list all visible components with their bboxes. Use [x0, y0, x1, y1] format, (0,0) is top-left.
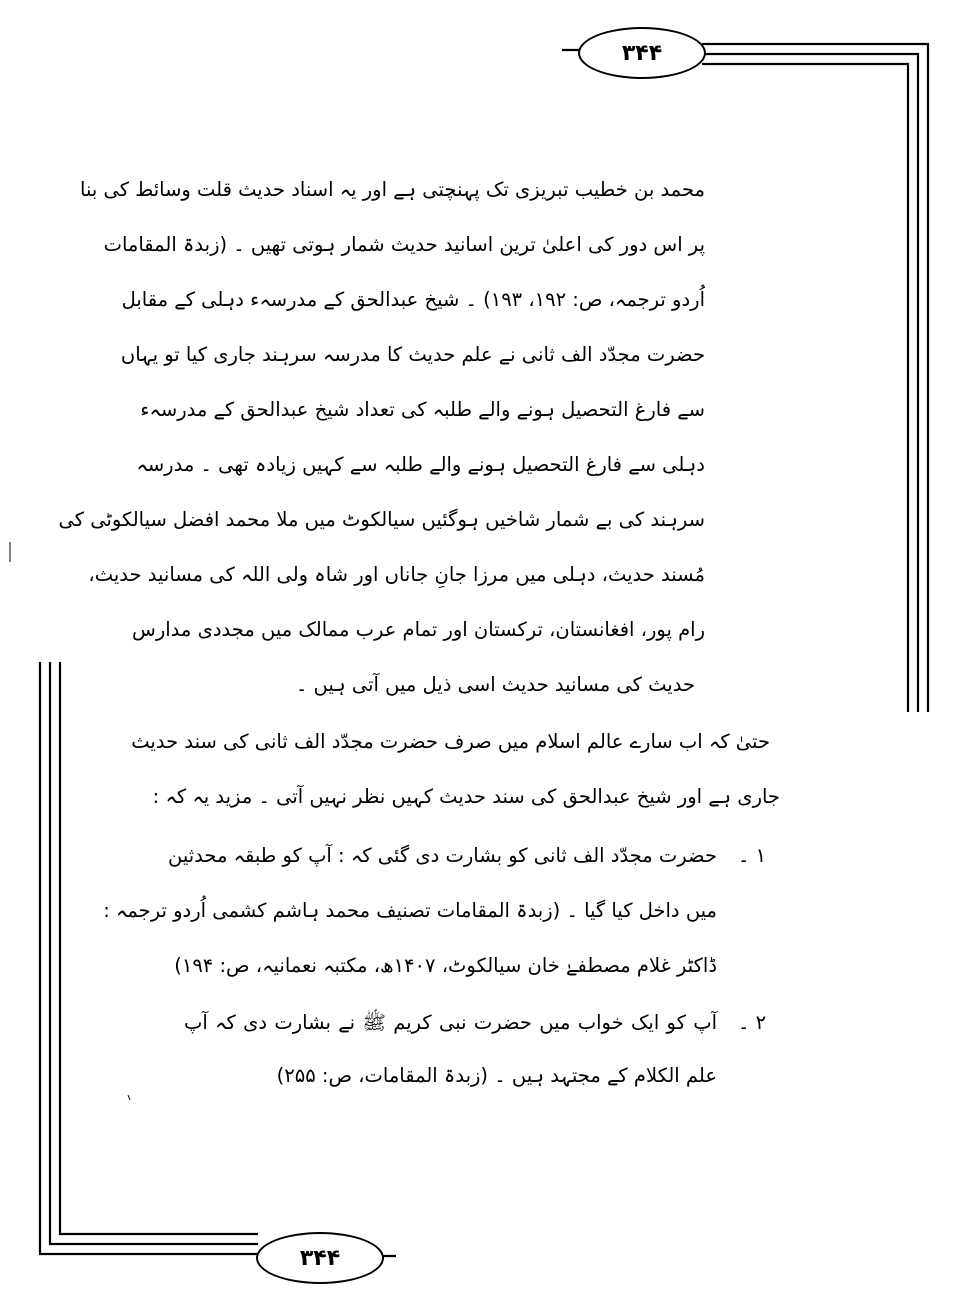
text-line: پر اس دور کی اعلیٰ ترین اسانید حدیث شمار ہوتی تھیں ۔ (زبدۃ المقامات	[103, 233, 705, 256]
text-line: رام پور، افغانستان، ترکستان اور تمام عرب ممالک میں مجددی مدارس	[132, 618, 705, 641]
text-line: جاری ہے اور شیخ عبدالحق کی سند حدیث کہیں نظر نہیں آتی ۔ مزید یہ کہ :	[152, 785, 780, 808]
text-line: سرہند کی بے شمار شاخیں ہوگئیں سیالکوٹ میں ملا محمد افضل سیالکوٹی کی	[58, 508, 705, 531]
text-line: آپ کو ایک خواب میں حضرت نبی کریم ﷺ نے بشارت دی کہ آپ	[184, 1011, 717, 1034]
page-number-top: ۳۴۴	[578, 27, 706, 79]
page-number-bottom: ۳۴۴	[256, 1232, 384, 1284]
text-line: محمد بن خطیب تبریزی تک پہنچتی ہے اور یہ اسناد حدیث قلت وسائط کی بنا	[80, 178, 705, 201]
text-line: سے فارغ التحصیل ہونے والے طلبہ کی تعداد شیخ عبدالحق کے مدرسہء	[140, 398, 705, 421]
text-line: مُسند حدیث، دہلی میں مرزا جانِ جاناں اور شاہ ولی اللہ کی مسانید حدیث،	[88, 563, 705, 586]
text-line: حضرت مجدّد الف ثانی نے علم حدیث کا مدرسہ سرہند جاری کیا تو یہاں	[120, 343, 705, 366]
text-line: حضرت مجدّد الف ثانی کو بشارت دی گئی کہ : آپ کو طبقہ محدثین	[168, 844, 717, 867]
text-line: ڈاکٹر غلام مصطفےٰ خان سیالکوٹ، ۱۴۰۷ھ، مکتبہ نعمانیہ، ص: ۱۹۴)	[174, 954, 717, 977]
list-item-number: ۱ ۔	[738, 844, 767, 867]
text-line: حدیث کی مسانید حدیث اسی ذیل میں آتی ہیں ۔	[295, 673, 695, 696]
text-line: علم الکلام کے مجتہد ہیں ۔ (زبدۃ المقامات، ص: ۲۵۵)	[276, 1064, 717, 1087]
text-line: دہلی سے فارغ التحصیل ہونے والے طلبہ سے کہیں زیادہ تھی ۔ مدرسہ	[136, 453, 705, 476]
list-item-number: ۲ ۔	[738, 1011, 767, 1034]
text-line: حتیٰ کہ اب سارے عالم اسلام میں صرف حضرت مجدّد الف ثانی کی سند حدیث	[131, 730, 770, 753]
text-line: میں داخل کیا گیا ۔ (زبدۃ المقامات تصنیف محمد ہاشم کشمی اُردو ترجمہ :	[103, 899, 717, 922]
text-line: اُردو ترجمہ، ص: ۱۹۲، ۱۹۳) ۔ شیخ عبدالحق کے مدرسہء دہلی کے مقابل	[121, 288, 705, 311]
